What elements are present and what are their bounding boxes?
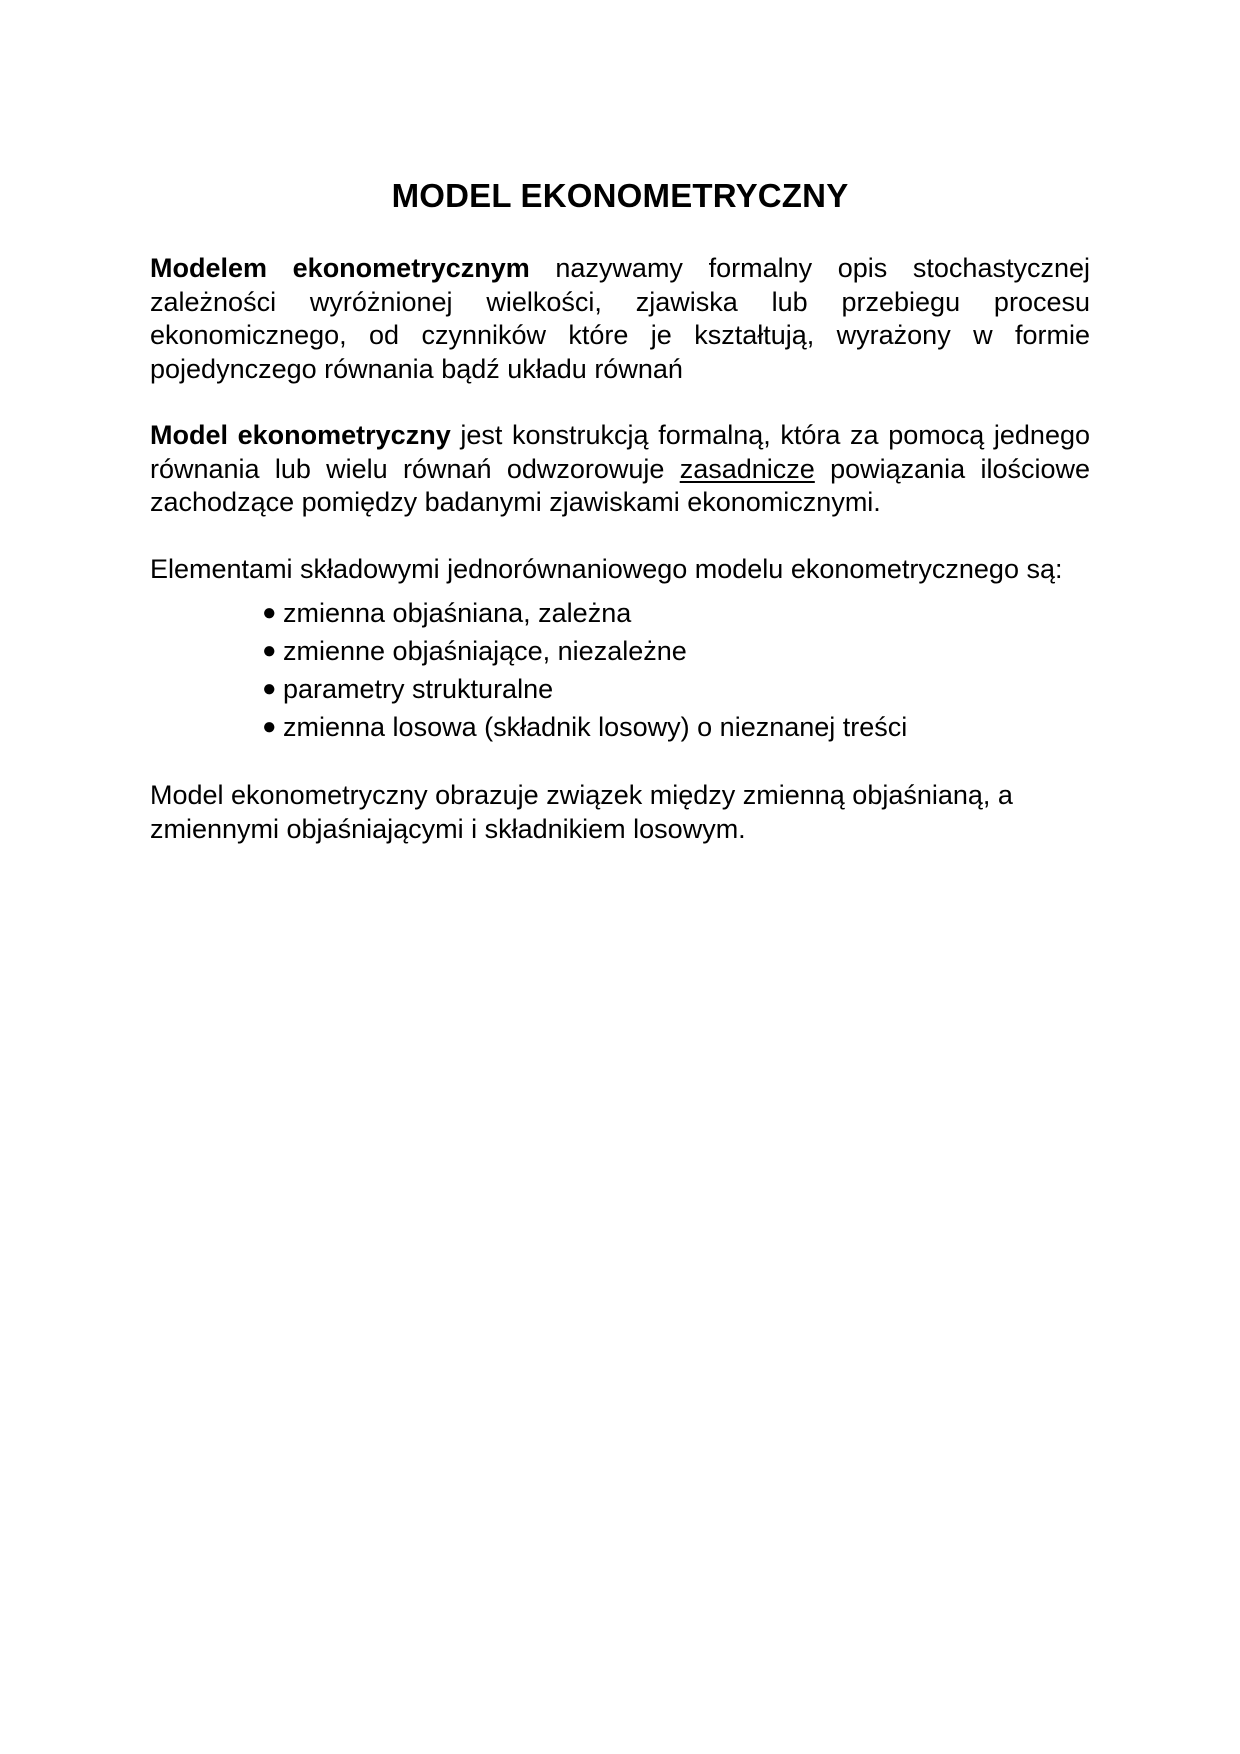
list-item-text: parametry strukturalne — [283, 674, 554, 704]
list-item — [262, 632, 1090, 670]
list-item-text: zmienna losowa (składnik losowy) o nieznanej treści — [283, 712, 908, 742]
list-item — [262, 670, 1090, 708]
bullet-icon: ● — [262, 675, 277, 702]
bullet-icon: ● — [262, 713, 277, 740]
elements-list — [150, 594, 1090, 746]
paragraph-construction-text-b: powiązania ilościowe zachodzące pomiędzy badanymi zjawiskami ekonomicznymi. — [150, 453, 1091, 517]
underlined-word: zasadnicze — [679, 453, 815, 484]
bullet-icon: ● — [262, 599, 277, 626]
paragraph-construction-text-a: jest konstrukcją formalną, która za pomocą jednego równania lub wielu równań odwzorowuje — [150, 420, 1090, 484]
paragraph-definition-text: nazywamy formalny opis stochastycznej zależności wyróżnionej wielkości, zjawiska lub przebiegu procesu ekonomicznego, od czynników które je kształtują, wyrażony w formie pojedynczego równania bądź układu równań — [150, 253, 1090, 384]
list-item — [262, 708, 1090, 746]
list-item-text: zmienne objaśniające, niezależne — [283, 636, 687, 666]
term-model-ekonometryczny: Model ekonometryczny — [150, 420, 451, 450]
bullet-icon: ● — [262, 637, 277, 664]
paragraph-construction — [150, 419, 1090, 520]
paragraph-elements-intro: Elementami składowymi jednorównaniowego modelu ekonometrycznego są: — [150, 553, 1063, 584]
document-content — [150, 176, 1090, 846]
list-item-text: zmienna objaśniana, zależna — [283, 598, 632, 628]
list-item — [262, 594, 1090, 632]
document-title: MODEL EKONOMETRYCZNY — [391, 177, 849, 214]
paragraph-definition — [150, 252, 1090, 386]
term-modelem-ekonometrycznym: Modelem ekonometrycznym — [150, 253, 530, 283]
paragraph-summary: Model ekonometryczny obrazuje związek między zmienną objaśnianą, a zmiennymi objaśniającymi i składnikiem losowym. — [150, 780, 1013, 844]
